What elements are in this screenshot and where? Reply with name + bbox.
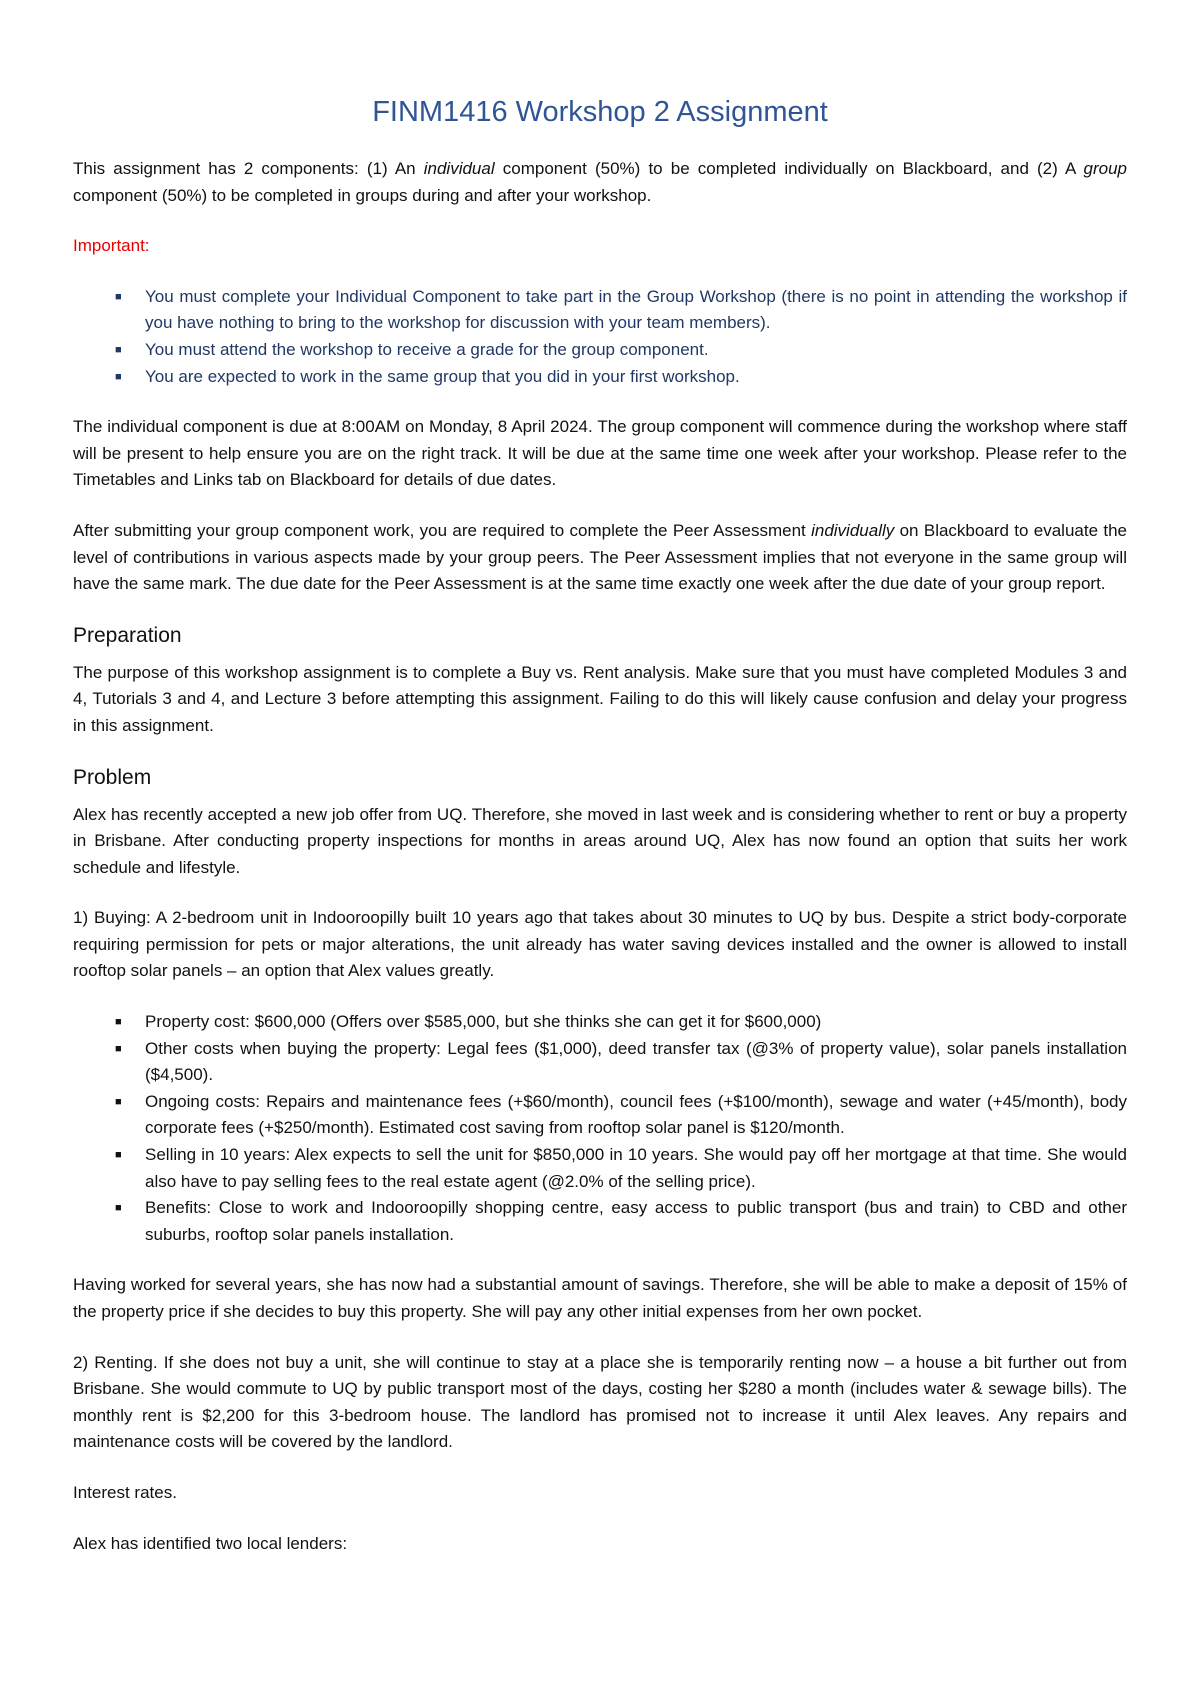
deposit-paragraph: Having worked for several years, she has now had a substantial amount of savings. Therefore, she will be able to make a deposit of 15% of the property price if she decides to buy this property. She will pay any other initial expenses from her own pocket.	[73, 1275, 1127, 1321]
list-item: ■ You are expected to work in the same group that you did in your first workshop.	[145, 364, 1127, 391]
buying-details-list	[73, 1009, 1127, 1248]
square-bullet-icon: ■	[115, 370, 122, 383]
list-item: ■ Benefits: Close to work and Indooroopilly shopping centre, easy access to public transport (bus and train) to CBD and other suburbs, rooftop solar panels installation.	[145, 1195, 1127, 1248]
problem-heading: Problem	[73, 765, 152, 789]
important-list	[73, 284, 1127, 390]
preparation-heading: Preparation	[73, 623, 182, 647]
preparation-paragraph: The purpose of this workshop assignment is to complete a Buy vs. Rent analysis. Make sure that you must have completed Modules 3 and 4, Tutorials 3 and 4, and Lecture 3 before attempting this assignment. Failing to do this will likely cause confusion and delay your progress in this assignment.	[73, 662, 1127, 735]
due-paragraph: The individual component is due at 8:00AM on Monday, 8 April 2024. The group component will commence during the workshop where staff will be present to help ensure you are on the right track. It will be due at the same time one week after your workshop. Please refer to the Timetables and Links tab on Blackboard for details of due dates.	[73, 417, 1127, 490]
square-bullet-icon: ■	[115, 1042, 122, 1055]
interest-rates-label: Interest rates.	[73, 1482, 177, 1502]
list-item: ■ You must attend the workshop to receive a grade for the group component.	[145, 337, 1127, 364]
list-item: ■ You must complete your Individual Component to take part in the Group Workshop (there is no point in attending the workshop if you have nothing to bring to the workshop for discussion with your team members).	[145, 284, 1127, 337]
intro-paragraph: This assignment has 2 components: (1) An individual component (50%) to be completed individually on Blackboard, and (2) A group component (50%) to be completed in groups during and after your workshop.	[73, 159, 1127, 205]
square-bullet-icon: ■	[115, 1095, 122, 1108]
list-item: ■ Other costs when buying the property: Legal fees ($1,000), deed transfer tax (@3% of property value), solar panels installation ($4,500).	[145, 1036, 1127, 1089]
intro-emphasis-group: group	[1083, 159, 1127, 178]
problem-intro-paragraph: Alex has recently accepted a new job offer from UQ. Therefore, she moved in last week and is considering whether to rent or buy a property in Brisbane. After conducting property inspections for months in areas around UQ, Alex has now found an option that suits her work schedule and lifestyle.	[73, 804, 1127, 877]
square-bullet-icon: ■	[115, 1149, 122, 1162]
peer-assessment-paragraph: After submitting your group component work, you are required to complete the Peer Assessment individually on Blackboard to evaluate the level of contributions in various aspects made by your group peers. The Peer Assessment implies that not everyone in the same group will have the same mark. The due date for the Peer Assessment is at the same time exactly one week after the due date of your group report.	[73, 520, 1127, 594]
square-bullet-icon: ■	[115, 1202, 122, 1215]
list-item: ■ Selling in 10 years: Alex expects to sell the unit for $850,000 in 10 years. She would pay off her mortgage at that time. She would also have to pay selling fees to the real estate agent (@2.0% of the selling price).	[145, 1142, 1127, 1195]
page-title: FINM1416 Workshop 2 Assignment	[372, 96, 828, 128]
square-bullet-icon: ■	[115, 290, 122, 303]
square-bullet-icon: ■	[115, 1016, 122, 1029]
peer-emphasis-individually: individually	[811, 520, 895, 540]
list-item: ■ Ongoing costs: Repairs and maintenance fees (+$60/month), council fees (+$100/month), sewage and water (+45/month), body corporate fees (+$250/month). Estimated cost saving from rooftop solar panel is $120/month.	[145, 1089, 1127, 1142]
important-label: Important:	[73, 236, 150, 256]
renting-paragraph: 2) Renting. If she does not buy a unit, she will continue to stay at a place she is temporarily renting now – a house a bit further out from Brisbane. She would commute to UQ by public transport most of the days, costing her $280 a month (includes water & sewage bills). The monthly rent is $2,200 for this 3-bedroom house. The landlord has promised not to increase it until Alex leaves. Any repairs and maintenance costs will be covered by the landlord.	[73, 1352, 1127, 1452]
list-item: ■ Property cost: $600,000 (Offers over $585,000, but she thinks she can get it for $600,000)	[145, 1009, 1127, 1036]
buying-paragraph: 1) Buying: A 2-bedroom unit in Indooroopilly built 10 years ago that takes about 30 minutes to UQ by bus. Despite a strict body-corporate requiring permission for pets or major alterations, the unit already has water saving devices installed and the owner is allowed to install rooftop solar panels – an option that Alex values greatly.	[73, 908, 1127, 981]
square-bullet-icon: ■	[115, 343, 122, 356]
lenders-label: Alex has identified two local lenders:	[73, 1533, 348, 1553]
intro-emphasis-individual: individual	[423, 159, 495, 178]
